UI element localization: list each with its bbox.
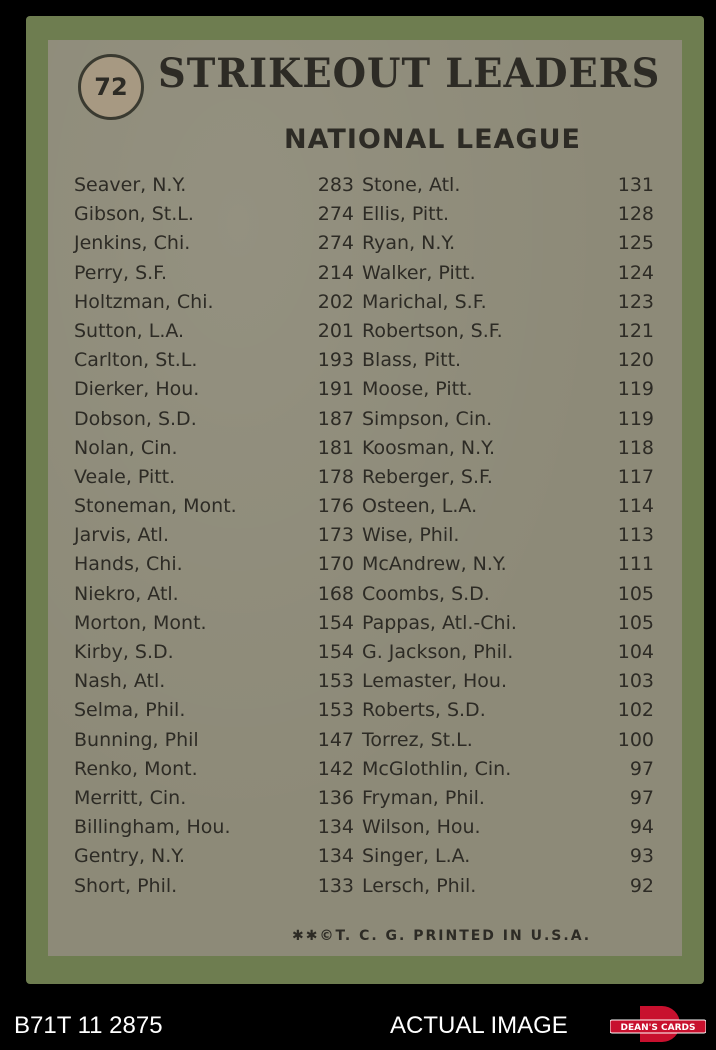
card-back [26, 16, 704, 984]
pitcher-name: Koosman, N.Y. [362, 436, 495, 459]
strikeout-count: 100 [617, 728, 654, 751]
pitcher-name: Dobson, S.D. [74, 407, 197, 430]
stat-row [74, 320, 354, 349]
stat-row [362, 699, 654, 728]
pitcher-name: Gentry, N.Y. [74, 845, 186, 868]
strikeout-count: 274 [317, 232, 354, 255]
stat-row [362, 787, 654, 816]
pitcher-name: Coombs, S.D. [362, 582, 490, 605]
pitcher-name: Ellis, Pitt. [362, 203, 450, 226]
pitcher-name: Veale, Pitt. [74, 465, 176, 488]
stat-row [74, 699, 354, 728]
pitcher-name: Reberger, S.F. [362, 465, 493, 488]
stat-row [362, 437, 654, 466]
stat-row [74, 203, 354, 232]
pitcher-name: Selma, Phil. [74, 699, 186, 722]
pitcher-name: Wise, Phil. [362, 524, 460, 547]
stat-row [74, 553, 354, 582]
strikeout-count: 154 [317, 611, 354, 634]
pitcher-name: Short, Phil. [74, 874, 178, 897]
stat-row [362, 232, 654, 261]
pitcher-name: Morton, Mont. [74, 611, 207, 634]
inventory-code: B71T 11 2875 [14, 1012, 163, 1039]
strikeout-count: 201 [317, 319, 354, 342]
stat-row [74, 408, 354, 437]
stat-row [362, 408, 654, 437]
strikeout-count: 119 [617, 378, 654, 401]
actual-image-label: ACTUAL IMAGE [390, 1012, 568, 1039]
stat-row [74, 641, 354, 670]
stat-row [362, 524, 654, 553]
strikeout-count: 283 [317, 174, 354, 196]
pitcher-name: Renko, Mont. [74, 757, 198, 780]
logo-text: DEAN'S CARDS [620, 1023, 696, 1033]
pitcher-name: Billingham, Hou. [74, 816, 231, 839]
stat-row [362, 670, 654, 699]
card-subtitle: NATIONAL LEAGUE [284, 124, 581, 155]
card-number: 72 [94, 73, 128, 101]
strikeout-count: 133 [317, 874, 354, 897]
stat-row [74, 466, 354, 495]
pitcher-name: Nash, Atl. [74, 670, 166, 693]
strikeout-count: 153 [317, 670, 354, 693]
stat-row [74, 495, 354, 524]
strikeout-count: 105 [617, 582, 654, 605]
stat-row [74, 174, 354, 203]
pitcher-name: Hands, Chi. [74, 553, 183, 576]
strikeout-count: 94 [629, 816, 654, 839]
strikeout-count: 131 [617, 174, 654, 196]
card-title: STRIKEOUT LEADERS [158, 50, 661, 97]
pitcher-name: Walker, Pitt. [362, 261, 476, 284]
strikeout-count: 125 [617, 232, 654, 255]
pitcher-name: Carlton, St.L. [74, 349, 198, 372]
stat-row [362, 875, 654, 904]
stat-row [74, 291, 354, 320]
stat-row [362, 729, 654, 758]
strikeout-count: 181 [317, 436, 354, 459]
pitcher-name: Moose, Pitt. [362, 378, 473, 401]
deans-cards-logo [610, 1004, 706, 1044]
pitcher-name: Seaver, N.Y. [74, 174, 187, 196]
strikeout-count: 111 [617, 553, 654, 576]
strikeout-count: 93 [629, 845, 654, 868]
stat-row [74, 232, 354, 261]
pitcher-name: McAndrew, N.Y. [362, 553, 507, 576]
stat-row [74, 583, 354, 612]
strikeout-count: 118 [617, 436, 654, 459]
stat-row [362, 378, 654, 407]
strikeout-count: 170 [317, 553, 354, 576]
stat-row [74, 845, 354, 874]
strikeout-count: 117 [617, 465, 654, 488]
stat-row [362, 349, 654, 378]
pitcher-name: Fryman, Phil. [362, 786, 485, 809]
card-panel [48, 40, 682, 956]
strikeout-count: 202 [317, 290, 354, 313]
stat-row [74, 378, 354, 407]
strikeout-count: 97 [629, 757, 654, 780]
strikeout-count: 124 [617, 261, 654, 284]
strikeout-count: 119 [617, 407, 654, 430]
pitcher-name: Roberts, S.D. [362, 699, 486, 722]
stat-row [74, 262, 354, 291]
stat-row [362, 466, 654, 495]
pitcher-name: Ryan, N.Y. [362, 232, 456, 255]
left-stat-column [74, 174, 354, 904]
pitcher-name: Marichal, S.F. [362, 290, 487, 313]
pitcher-name: Nolan, Cin. [74, 436, 178, 459]
stat-row [74, 670, 354, 699]
pitcher-name: McGlothlin, Cin. [362, 757, 512, 780]
pitcher-name: Bunning, Phil [74, 728, 199, 751]
stat-row [74, 437, 354, 466]
pitcher-name: Merritt, Cin. [74, 786, 187, 809]
pitcher-name: Pappas, Atl.-Chi. [362, 611, 517, 634]
stat-row [362, 816, 654, 845]
strikeout-count: 173 [317, 524, 354, 547]
strikeout-count: 102 [617, 699, 654, 722]
pitcher-name: Wilson, Hou. [362, 816, 481, 839]
strikeout-count: 153 [317, 699, 354, 722]
pitcher-name: Simpson, Cin. [362, 407, 493, 430]
stat-row [362, 174, 654, 203]
stat-row [74, 612, 354, 641]
strikeout-count: 123 [617, 290, 654, 313]
pitcher-name: Holtzman, Chi. [74, 290, 214, 313]
pitcher-name: G. Jackson, Phil. [362, 641, 514, 663]
stat-row [362, 612, 654, 641]
pitcher-name: Gibson, St.L. [74, 203, 194, 226]
strikeout-count: 97 [629, 786, 654, 809]
stat-row [74, 758, 354, 787]
strikeout-count: 128 [617, 203, 654, 226]
stat-row [74, 816, 354, 845]
pitcher-name: Jenkins, Chi. [74, 232, 191, 255]
pitcher-name: Stoneman, Mont. [74, 495, 237, 518]
strikeout-count: 193 [317, 349, 354, 372]
stat-row [362, 845, 654, 874]
strikeout-count: 136 [317, 786, 354, 809]
stat-row [362, 203, 654, 232]
strikeout-count: 105 [617, 611, 654, 634]
stat-row [74, 729, 354, 758]
strikeout-count: 178 [317, 465, 354, 488]
strikeout-count: 142 [317, 757, 354, 780]
strikeout-count: 187 [317, 407, 354, 430]
strikeout-count: 191 [317, 378, 354, 401]
stat-row [362, 641, 654, 670]
strikeout-count: 114 [617, 495, 654, 518]
pitcher-name: Torrez, St.L. [362, 728, 473, 751]
pitcher-name: Stone, Atl. [362, 174, 461, 196]
strikeout-count: 147 [317, 728, 354, 751]
strikeout-count: 121 [617, 319, 654, 342]
right-stat-column [362, 174, 654, 904]
strikeout-count: 274 [317, 203, 354, 226]
strikeout-count: 134 [317, 845, 354, 868]
strikeout-count: 103 [617, 670, 654, 693]
strikeout-count: 113 [617, 524, 654, 547]
pitcher-name: Kirby, S.D. [74, 641, 174, 663]
stat-row [362, 291, 654, 320]
pitcher-name: Lemaster, Hou. [362, 670, 508, 693]
pitcher-name: Niekro, Atl. [74, 582, 179, 605]
pitcher-name: Sutton, L.A. [74, 319, 185, 342]
stat-row [362, 262, 654, 291]
stat-row [362, 320, 654, 349]
stat-row [74, 349, 354, 378]
stat-row [362, 495, 654, 524]
stat-row [74, 875, 354, 904]
strikeout-count: 168 [317, 582, 354, 605]
stat-row [362, 758, 654, 787]
pitcher-name: Jarvis, Atl. [74, 524, 169, 547]
pitcher-name: Dierker, Hou. [74, 378, 200, 401]
strikeout-count: 104 [617, 641, 654, 663]
stat-row [362, 553, 654, 582]
pitcher-name: Singer, L.A. [362, 845, 471, 868]
stat-row [362, 583, 654, 612]
pitcher-name: Perry, S.F. [74, 261, 168, 284]
stat-row [74, 787, 354, 816]
strikeout-count: 120 [617, 349, 654, 372]
strikeout-count: 214 [317, 261, 354, 284]
stat-row [74, 524, 354, 553]
pitcher-name: Blass, Pitt. [362, 349, 462, 372]
strikeout-count: 134 [317, 816, 354, 839]
copyright-line: ✱✱©T. C. G. PRINTED IN U.S.A. [292, 928, 592, 944]
strikeout-count: 154 [317, 641, 354, 663]
pitcher-name: Lersch, Phil. [362, 874, 477, 897]
strikeout-count: 176 [317, 495, 354, 518]
card-number-badge [78, 54, 144, 120]
pitcher-name: Osteen, L.A. [362, 495, 478, 518]
strikeout-count: 92 [629, 874, 654, 897]
pitcher-name: Robertson, S.F. [362, 319, 503, 342]
